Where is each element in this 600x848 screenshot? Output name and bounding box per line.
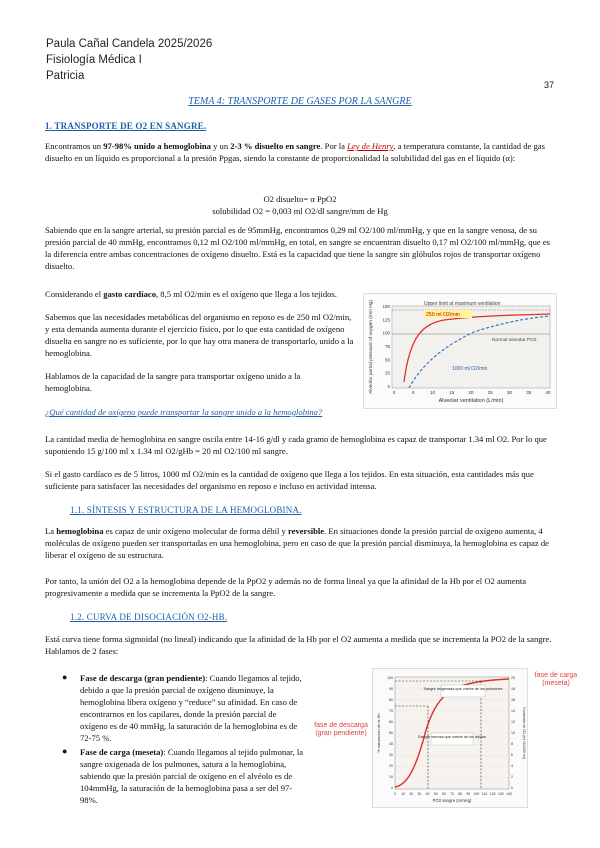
label-1000: 1000 ml O2/min	[452, 366, 488, 372]
x-tick-label: 10	[429, 390, 436, 395]
x-tick-label: 80	[458, 792, 463, 796]
henry-link[interactable]: Ley de Henry	[347, 141, 394, 151]
x-tick-label: 30	[506, 390, 513, 395]
dissociation-chart	[373, 669, 527, 807]
x-tick-label: 25	[487, 390, 493, 395]
y-axis-right-label: Contenido de O2 (ml O2/100 ml)	[522, 707, 526, 759]
ventilation-figure	[363, 293, 557, 409]
x-tick-label: 40	[425, 792, 430, 796]
y-right-tick-label: 10	[511, 731, 515, 735]
y-axis-label: % saturación de la Hb	[376, 713, 381, 753]
y-tick-label: 0	[387, 384, 390, 389]
x-tick-label: 110	[481, 792, 488, 796]
paragraph-metabolic: Sabemos que las necesidades metabólicas del organismo en reposo es de 250 ml O2/min, y esta demanda aumenta durante el ejercicio físico, por lo que esta cantidad de oxígeno disuelta en sangre no es suficiente, por lo que hay otra manera de transportarlo, unido a la hemoglobina.	[45, 312, 354, 358]
y-right-tick-label: 0	[511, 786, 513, 790]
x-axis-label: PO2 sangre (mmHg)	[432, 798, 472, 803]
x-tick-label: 10	[401, 792, 406, 796]
x-tick-label: 40	[545, 390, 551, 395]
x-tick-label: 0	[392, 390, 396, 395]
paragraph-hb-amount: La cantidad media de hemoglobina en sangre oscila entre 14-16 g/dl y cada gramo de hemoglobina es capaz de transportar 1.34 ml O2. Por lo que suponiendo 15 g/100 ml x 1.34 ml O2/gHb = 20 ml O2/100 ml sangre.	[45, 434, 547, 456]
y-axis-label: Alveolar partial pressure of oxygen (mm Hg)	[369, 300, 374, 394]
y-tick-label: 125	[382, 317, 390, 323]
dissociation-figure	[372, 668, 528, 808]
x-tick-label: 20	[409, 792, 414, 796]
x-tick-label: 5	[411, 390, 415, 395]
section-heading-1: 1. TRANSPORTE DE O2 EN SANGRE.	[45, 121, 207, 131]
paragraph-capacity: Hablamos de la capacidad de la sangre para transportar oxígeno unido a la hemoglobina.	[45, 371, 301, 393]
y-tick-label: 40	[389, 742, 393, 746]
y-tick-label: 70	[389, 709, 393, 713]
y-right-tick-label: 2	[511, 775, 513, 779]
paragraph-henry: Encontramos un 97-98% unido a hemoglobina y un 2-3 % disuelto en sangre. Por la Ley de Henry, a temperatura constante, la cantidad de gas disuelto en un líquido es proporcional a la presión Ppgas, siendo la constante de proporcionalidad la solubilidad del gas en el líquido (α):	[45, 141, 545, 163]
x-tick-label: 70	[450, 792, 454, 796]
label-oxygenated: Sangre oxigenada que vuelve de los pulmones	[423, 687, 503, 691]
x-tick-label: 35	[526, 390, 532, 395]
x-tick-label: 120	[489, 792, 496, 796]
annotation-descarga: fase de descarga (gran pendiente)	[314, 722, 368, 737]
y-right-tick-label: 16	[511, 698, 515, 702]
bullet-carga: Fase de carga (meseta): Cuando llegamos al tejido pulmonar, la sangre oxigenada de los pulmones, satura a la hemoglobina, sabiendo que la presión parcial de oxígeno en el alvéolo es de 104mmHg, la saturación de la hemoglobina pasa a ser del 97-98%.	[80, 747, 304, 805]
x-tick-label: 60	[441, 792, 446, 796]
formula-1: O2 disuelto= α PpO2	[263, 194, 337, 204]
x-axis-label: Alveolar ventilation (L/min)	[438, 398, 504, 404]
y-right-tick-label: 20	[511, 676, 515, 680]
bullet-descarga: Fase de descarga (gran pendiente): Cuando llegamos al tejido, debido a que la presión parcial de oxígeno disminuye, la hemoglobina libera oxígeno y “reduce” su afinidad. En caso de encontrarnos en los capilares, donde la presión parcial de oxígeno es de 40 mmHg, la saturación de la hemoglobina es de 72-75 %.	[80, 673, 302, 743]
y-tick-label: 50	[389, 731, 393, 735]
ventilation-chart	[364, 294, 556, 408]
x-tick-label: 50	[433, 792, 438, 796]
x-tick-label: 100	[473, 792, 480, 796]
y-right-tick-label: 12	[511, 720, 515, 724]
paragraph-curve-intro: Está curva tiene forma sigmoidal (no lineal) indicando que la afinidad de la Hb por el O2 aumenta a medida que se incrementa la PO2 de la sangre. Hablamos de 2 fases:	[45, 634, 552, 656]
page-number: 37	[544, 80, 555, 90]
y-right-tick-label: 18	[511, 687, 515, 691]
x-tick-label: 20	[468, 390, 474, 395]
x-tick-label: 90	[466, 792, 471, 796]
y-right-tick-label: 6	[511, 753, 513, 757]
y-tick-label: 75	[384, 344, 390, 349]
paragraph-dissolved: Sabiendo que en la sangre arterial, su presión parcial es de 95mmHg, encontramos 0,29 ml O2/100 ml/mmHg, y que en la sangre venosa, de su presión parcial de 40 mmHg, encontramos 0,12 ml O2/100 ml/mmHg, en total, en sangre se encuentran disuelto 0,17 ml O2/100 ml/mmHg, que es la diferencia entre ambas concentraciones de oxígeno disuelto. Está es la capacidad que tiene la sangre sin glóbulos rojos de transportar oxígeno disuelto.	[45, 225, 551, 271]
x-tick-label: 0	[394, 792, 396, 796]
paragraph-hemoglobin: La hemoglobina es capaz de unir oxígeno molecular de forma débil y reversible. En situaciones donde la presión parcial de oxígeno aumenta, 4 moléculas de oxígeno pueden ser transportadas en una hemoglobina, pero en caso de que la presión parcial disminuya, la hemoglobina es capaz de liberar el oxígeno de su estructura.	[45, 526, 549, 560]
y-tick-label: 90	[389, 687, 393, 691]
x-tick-label: 130	[498, 792, 504, 796]
x-tick-label: 30	[417, 792, 422, 796]
formula-2: solubilidad O2 = 0,003 ml O2/dl sangre/mm de Hg	[212, 206, 388, 216]
section-heading-1-2: 1.2. CURVA DE DISOCIACIÓN O2-HB.	[70, 612, 228, 622]
x-tick-label: 15	[449, 390, 455, 395]
subject-line: Fisiología Médica I	[46, 54, 142, 66]
bullet-dot: ●	[62, 672, 68, 682]
y-right-tick-label: 14	[511, 709, 515, 713]
y-tick-label: 10	[389, 775, 393, 779]
y-right-tick-label: 8	[511, 742, 513, 746]
paragraph-ppo2: Por tanto, la unión del O2 a la hemoglobina depende de la PpO2 y además no de forma lineal ya que la afinidad de la Hb por el O2 aumenta progresivamente a medida que se incrementa la PpO2 de la sangre.	[45, 576, 527, 598]
page-title: TEMA 4: TRANSPORTE DE GASES POR LA SANGRE	[188, 96, 412, 107]
y-tick-label: 80	[389, 698, 393, 702]
label-normal: Normal alveolar PO2	[492, 338, 537, 343]
bullet-dot: ●	[62, 746, 68, 756]
label-250: 250 ml O2/min	[426, 312, 460, 318]
y-tick-label: 100	[387, 676, 393, 680]
label-venous: Sangre venosa que vuelve de los tejidos	[417, 735, 487, 739]
y-tick-label: 20	[389, 764, 393, 768]
annotation-carga: fase de carga (meseta)	[534, 672, 578, 687]
y-tick-label: 30	[389, 753, 393, 757]
x-tick-label: 140	[506, 792, 512, 796]
y-tick-label: 25	[384, 370, 390, 376]
author-line: Paula Cañal Candela 2025/2026	[46, 38, 213, 50]
y-tick-label: 100	[382, 330, 390, 336]
y-tick-label: 0	[391, 786, 393, 790]
paragraph-cardiac-5l: Si el gasto cardíaco es de 5 litros, 1000 ml O2/min es la cantidad de oxígeno que llega a los tejidos. En esta situación, esta cantidades más que suficiente para satisfacer las necesidades del organismo en reposo e incluso en actividad intensa.	[45, 469, 534, 491]
paragraph-cardiac-output: Considerando el gasto cardíaco, 8,5 ml O2/min es el oxígeno que llega a los tejidos.	[45, 289, 337, 299]
y-tick-label: 50	[384, 357, 390, 363]
teacher-line: Patricia	[46, 70, 85, 82]
y-tick-label: 60	[389, 720, 393, 724]
y-right-tick-label: 4	[511, 764, 513, 768]
section-heading-1-1: 1.1. SÍNTESIS Y ESTRUCTURA DE LA HEMOGLOBINA.	[70, 505, 302, 515]
y-tick-label: 150	[382, 304, 390, 309]
question-line: ¿Qué cantidad de oxígeno puede transportar la sangre unido a la hemoglobina?	[45, 407, 323, 417]
label-upper: Upper limit at maximum ventilation	[424, 301, 501, 307]
